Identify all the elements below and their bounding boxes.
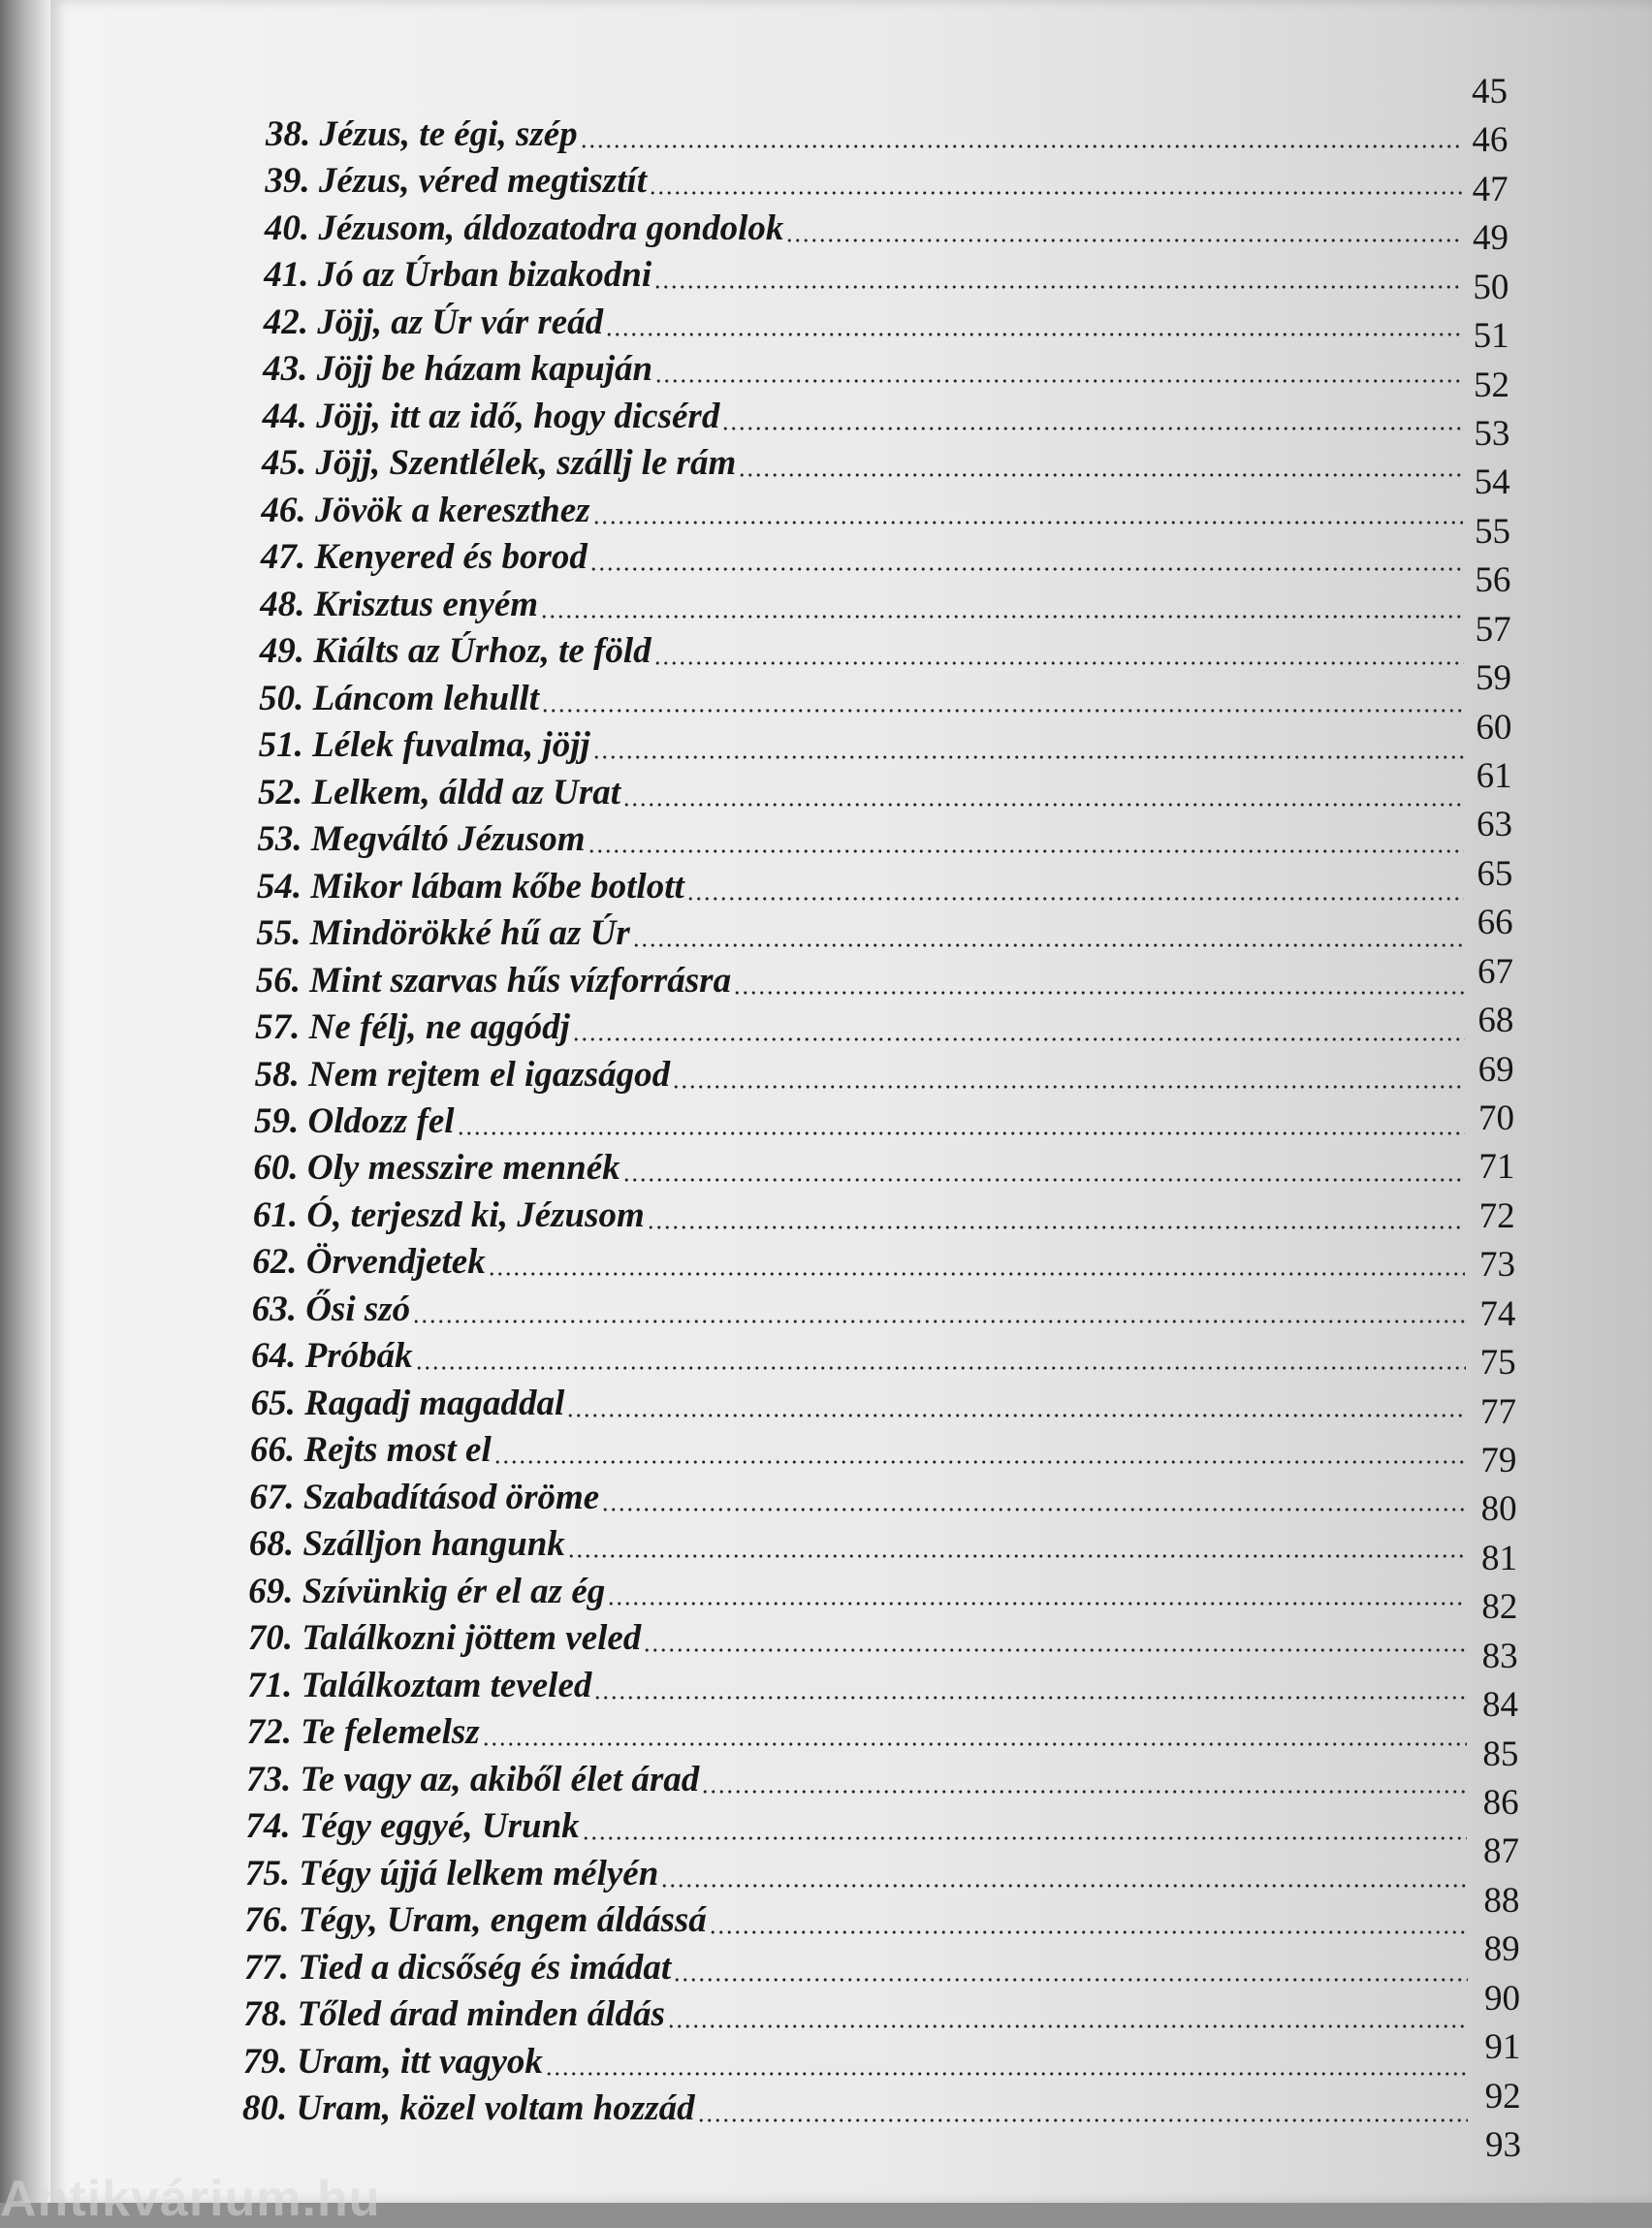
toc-entry-title: 49. Kiálts az Úrhoz, te föld [259, 631, 651, 672]
toc-entry-title: 73. Te vagy az, akiből élet árad [246, 1759, 700, 1799]
page-number: 79 [1480, 1441, 1517, 1480]
toc-entry [258, 771, 1468, 815]
dot-leader [647, 1225, 1465, 1229]
page-number: 61 [1476, 756, 1512, 796]
dot-leader [697, 2118, 1468, 2122]
dot-leader [593, 1696, 1466, 1700]
toc-entry-title: 76. Tégy, Uram, engem áldássá [244, 1900, 707, 1941]
page-number: 85 [1482, 1734, 1519, 1774]
dot-leader [580, 144, 1462, 148]
toc-entry-title: 53. Megváltó Jézusom [257, 819, 586, 860]
toc-entry-title: 66. Rejts most el [250, 1430, 492, 1471]
toc-entry-title: 56. Mint szarvas hűs vízforrásra [255, 960, 732, 1001]
toc-entry [264, 253, 1466, 298]
toc-entry [259, 677, 1468, 721]
toc-entry [255, 1005, 1469, 1050]
dot-leader [566, 1414, 1466, 1417]
toc-entry-title: 72. Te felemelsz [246, 1712, 480, 1753]
toc-entry [249, 1522, 1470, 1567]
toc-entry [255, 1053, 1469, 1098]
page-number: 59 [1476, 658, 1511, 699]
dot-leader [673, 1978, 1467, 1982]
toc-entry [247, 1710, 1471, 1755]
page-number: 74 [1479, 1293, 1516, 1334]
toc-entry [251, 1382, 1470, 1426]
page-number: 53 [1474, 414, 1510, 454]
toc-entry [242, 2086, 1472, 2131]
page-number: 47 [1472, 169, 1509, 209]
dot-leader [660, 1884, 1467, 1888]
toc-entry [263, 347, 1467, 392]
toc-entry [245, 1804, 1471, 1849]
toc-entry [248, 1570, 1470, 1614]
dot-leader [488, 1272, 1466, 1276]
toc-entry [266, 112, 1466, 157]
page-number: 63 [1477, 805, 1512, 845]
toc-entry-title: 57. Ne félj, ne aggódj [255, 1007, 570, 1048]
page-number: 91 [1484, 2027, 1521, 2068]
toc-entry [259, 723, 1468, 768]
dot-leader [592, 521, 1464, 525]
page-number: 45 [1472, 72, 1508, 111]
dot-leader [622, 803, 1464, 807]
dot-leader [567, 1554, 1466, 1558]
dot-leader [582, 1836, 1467, 1840]
toc-entry-title: 50. Láncom lehullt [259, 678, 539, 718]
toc-entry-title: 52. Lelkem, áldd az Urat [258, 772, 621, 812]
toc-entry [260, 629, 1468, 674]
dot-leader [589, 567, 1463, 571]
page-number: 84 [1482, 1685, 1518, 1726]
toc-entry-title: 61. Ó, terjeszd ki, Jézusom [252, 1194, 645, 1235]
toc-entry-title: 58. Nem rejtem el igazságod [254, 1054, 671, 1095]
toc-entry [253, 1194, 1469, 1238]
dot-leader [709, 1930, 1468, 1934]
toc-entry-title: 44. Jöjj, itt az idő, hogy dicsérd [262, 396, 720, 436]
toc-entry-title: 71. Találkoztam teveled [247, 1665, 592, 1705]
dot-leader [701, 1790, 1467, 1794]
toc-entry [261, 489, 1467, 533]
dot-leader [607, 1602, 1466, 1606]
page-number: 71 [1478, 1147, 1515, 1188]
toc-entry [244, 1946, 1472, 1990]
toc-entry-title: 68. Szálljon hangunk [248, 1524, 565, 1565]
page-number: 86 [1482, 1783, 1519, 1823]
page-number: 69 [1477, 1049, 1514, 1090]
page-number: 70 [1478, 1098, 1514, 1138]
page-number: 93 [1485, 2125, 1521, 2165]
toc-entry [243, 1992, 1472, 2037]
dot-leader [592, 755, 1464, 759]
toc-entry-title: 64. Próbák [251, 1336, 413, 1377]
toc-entry-title: 69. Szívünkig ér el az ég [248, 1571, 606, 1611]
dot-leader [653, 661, 1464, 665]
page-number: 67 [1477, 951, 1513, 992]
toc-entry-title: 48. Krisztus enyém [260, 584, 539, 624]
toc-entry [254, 1099, 1469, 1144]
toc-entry-title: 75. Tégy újjá lelkem mélyén [244, 1853, 659, 1894]
page-number: 66 [1477, 903, 1513, 943]
dot-leader [738, 473, 1463, 477]
dot-leader [733, 991, 1464, 995]
page-number: 73 [1479, 1245, 1515, 1286]
page-number: 87 [1483, 1831, 1519, 1872]
dot-leader [632, 943, 1465, 947]
page-number: 81 [1481, 1538, 1517, 1578]
toc-entry [264, 301, 1467, 345]
toc-entry-title: 43. Jöjj be házam kapuján [263, 349, 653, 390]
toc-entry-title: 47. Kenyered és borod [260, 537, 588, 578]
toc-entry [244, 1898, 1471, 1943]
toc-entry [246, 1758, 1471, 1802]
page-number: 72 [1478, 1195, 1515, 1236]
page-number: 46 [1472, 120, 1509, 161]
toc-entry [249, 1476, 1470, 1520]
page-number: 49 [1473, 218, 1509, 259]
toc-entry-title: 74. Tégy eggyé, Urunk [245, 1806, 580, 1847]
toc-entry [243, 2040, 1472, 2085]
toc-entry-title: 67. Szabadításod öröme [249, 1477, 600, 1517]
toc-entry [252, 1288, 1470, 1332]
toc-entry [265, 207, 1466, 251]
dot-leader [643, 1648, 1466, 1652]
page-number: 90 [1484, 1978, 1520, 2019]
toc-entry [253, 1146, 1469, 1191]
toc-entry-title: 41. Jó az Úrban bizakodni [264, 255, 652, 296]
toc-entry [245, 1852, 1471, 1896]
toc-entry-title: 40. Jézusom, áldozatodra gondolok [264, 207, 784, 248]
toc-entry-title: 39. Jézus, véred megtisztít [265, 161, 648, 202]
dot-leader [572, 1037, 1465, 1041]
dot-leader [672, 1085, 1465, 1089]
toc-entry-title: 78. Tőled árad minden áldás [243, 1994, 665, 2035]
dot-leader [588, 849, 1465, 853]
dot-leader [482, 1742, 1467, 1746]
dot-leader [721, 427, 1463, 430]
dot-leader [654, 379, 1463, 383]
toc-entry-title: 62. Örvendjetek [252, 1242, 486, 1283]
toc-entry [263, 395, 1467, 439]
toc-entry-title: 46. Jövök a kereszthez [261, 490, 590, 530]
page-number: 75 [1479, 1343, 1516, 1384]
toc-entry-title: 59. Oldozz fel [254, 1101, 455, 1141]
page-number: 60 [1476, 707, 1512, 748]
dot-leader [653, 285, 1462, 289]
page-number: 52 [1474, 365, 1509, 405]
dot-leader [457, 1131, 1465, 1135]
dot-leader [605, 333, 1462, 336]
toc-entry-title: 38. Jézus, te égi, szép [266, 114, 578, 154]
toc-entry [260, 583, 1467, 627]
page-number: 65 [1477, 853, 1513, 894]
page-number: 82 [1481, 1587, 1518, 1628]
dot-leader [667, 2024, 1468, 2028]
toc-entry [257, 865, 1468, 909]
dot-leader [686, 897, 1464, 901]
page-number: 80 [1480, 1489, 1517, 1530]
page-number: 89 [1483, 1929, 1520, 1970]
dot-leader [412, 1320, 1465, 1323]
toc-entry [265, 159, 1466, 204]
toc-entry-title: 54. Mikor lábam kőbe botlott [256, 866, 684, 907]
page-number: 92 [1484, 2076, 1521, 2117]
watermark: Antikvárium.hu [0, 2171, 381, 2227]
page-number: 56 [1475, 560, 1511, 601]
dot-leader [493, 1460, 1466, 1464]
dot-leader [601, 1508, 1466, 1512]
page-number: 83 [1481, 1636, 1518, 1676]
toc-entry [247, 1664, 1471, 1708]
toc-entry-title: 60. Oly messzire mennék [253, 1148, 620, 1189]
toc-entry [262, 441, 1467, 486]
page-number: 50 [1473, 267, 1509, 307]
toc-entry-title: 65. Ragadj magaddal [250, 1383, 565, 1423]
toc-entry [251, 1334, 1470, 1379]
toc-entry [250, 1428, 1470, 1473]
dot-leader [785, 239, 1462, 242]
page-number: 51 [1473, 316, 1509, 357]
dot-leader [545, 2072, 1468, 2076]
toc-entry-title: 51. Lélek fuvalma, jöjj [258, 725, 590, 766]
page-number: 68 [1477, 1001, 1514, 1041]
toc-entry-title: 77. Tied a dicsőség és imádat [243, 1947, 672, 1988]
dot-leader [649, 191, 1462, 195]
toc-entry-title: 80. Uram, közel voltam hozzád [242, 2088, 695, 2128]
toc-entry-title: 70. Találkozni jöttem veled [247, 1618, 642, 1659]
page-number: 54 [1474, 462, 1510, 503]
dot-leader [415, 1366, 1466, 1370]
page-number: 57 [1475, 609, 1511, 650]
toc-entry [261, 535, 1467, 580]
toc-entry [257, 817, 1468, 862]
dot-leader [541, 709, 1464, 713]
toc-entry [256, 959, 1469, 1003]
page-number: 77 [1480, 1391, 1516, 1432]
dot-leader [540, 615, 1463, 619]
toc-entry-title: 45. Jöjj, Szentlélek, szállj le rám [262, 443, 737, 484]
dot-leader [622, 1178, 1466, 1182]
toc-entry-title: 79. Uram, itt vagyok [242, 2041, 543, 2082]
page-number: 55 [1475, 511, 1510, 552]
toc-entry [252, 1240, 1469, 1285]
toc-entry-title: 42. Jöjj, az Úr vár reád [263, 302, 604, 342]
toc-entry [256, 911, 1468, 956]
toc-entry-title: 55. Mindörökké hű az Úr [256, 913, 630, 954]
toc-entry-title: 63. Ősi szó [251, 1289, 411, 1329]
toc-entry [248, 1616, 1471, 1661]
page-number: 88 [1483, 1880, 1520, 1921]
